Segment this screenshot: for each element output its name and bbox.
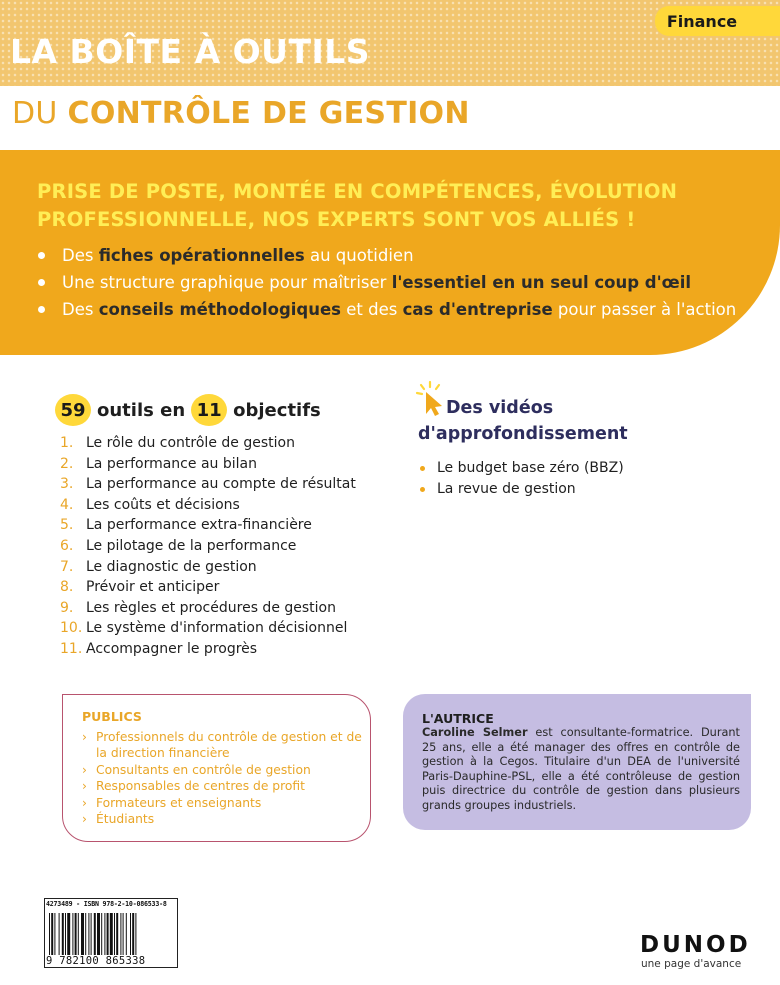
objective-item [60,577,356,598]
chevron-right-icon: › [82,812,87,827]
barcode-bar [116,913,118,955]
chevron-right-icon: › [82,730,87,744]
tools-heading-mid: outils en [97,399,186,421]
objective-label: La performance au bilan [86,455,257,472]
objective-item [60,639,356,660]
barcode-bar [85,913,86,955]
promo-bullet-emphasis: fiches opérationnelles [98,246,305,265]
tools-count-badge: 59 [55,394,91,426]
category-tag: Finance [655,6,755,36]
publics-title: PUBLICS [82,709,142,724]
objectives-list [60,433,356,660]
objective-item [60,536,356,557]
tools-heading-end: objectifs [233,399,321,421]
barcode-bar [49,913,50,955]
barcode-bar [75,913,77,955]
barcode-bar [110,913,113,955]
chevron-right-icon: › [82,762,87,777]
barcode-bar [135,913,136,955]
publics-list [82,729,372,827]
barcode-bar [67,913,70,955]
promo-bullet-text: Une structure graphique pour maîtriser [62,273,392,292]
barcode-bar [88,913,89,955]
objective-number: 3. [60,476,74,493]
publics-item [82,811,372,827]
publics-item [82,762,372,778]
promo-bullet-list [38,242,778,323]
publics-item-label: Professionnels du contrôle de gestion et de la direction financière [96,730,362,761]
publics-item-label: Étudiants [96,812,155,827]
title-main: CONTRÔLE DE GESTION [67,96,470,131]
objective-number: 4. [60,496,74,513]
objective-label: La performance extra-financière [86,517,312,534]
objective-label: Accompagner le progrès [86,640,258,657]
video-item: Le budget base zéro (BBZ) [420,458,624,479]
author-bio-text: est consultante-formatrice. Durant 25 ans, elle a été manager des offres en contrôle de gestion à la Cegos. Titulaire d'un DEA de l'université Paris-Dauphine-PSL, elle a été contrôleuse de gestion puis directrice du contrôle de gestion dans plusieurs grands groupes industriels. [422,726,740,812]
bullet-dot-icon [38,279,45,286]
objective-item [60,454,356,475]
barcode-bars [49,913,173,955]
barcode-digits: 9 782100 865338 [46,955,146,967]
objective-number: 5. [60,517,74,534]
objective-label: Les règles et procédures de gestion [86,599,336,616]
book-title-line2 [12,96,470,131]
objective-item [60,433,356,454]
promo-bullet-text: et des [340,300,403,319]
barcode-bar [101,913,102,955]
publisher-logo: DUNOD [640,932,751,958]
title-prefix: DU [12,96,58,131]
barcode-bar [59,913,60,955]
objective-label: Prévoir et anticiper [86,579,220,596]
barcode-bar [126,913,127,955]
promo-bullet-text: Des [62,300,99,319]
author-name: Caroline Selmer [422,726,528,739]
objective-number: 2. [60,455,74,472]
promo-bullet-text: au quotidien [304,246,414,265]
author-title: L'AUTRICE [422,711,494,726]
objective-item [60,598,356,619]
objective-item [60,474,356,495]
publics-item [82,729,372,762]
barcode-bar [91,913,92,955]
tools-heading [55,392,327,428]
objective-label: Le système d'information décisionnel [86,620,348,637]
book-title-line1: LA BOÎTE À OUTILS [10,32,371,71]
objective-number: 6. [60,537,74,554]
promo-bullet [38,269,778,296]
chevron-right-icon: › [82,795,87,810]
barcode-bar [123,913,124,955]
objective-number: 9. [60,599,74,616]
barcode-bar [97,913,100,955]
barcode-bar [78,913,79,955]
barcode-bar [51,913,53,955]
barcode-bar [72,913,73,955]
barcode-bar [94,913,96,955]
objective-number: 1. [60,435,74,451]
objectives-count-badge: 11 [191,394,227,426]
objective-label: Le pilotage de la performance [86,537,297,554]
video-item: La revue de gestion [420,479,624,500]
author-bio [422,726,740,813]
promo-bullet [38,296,778,323]
objective-number: 8. [60,579,74,596]
barcode-bar [132,913,134,955]
barcode-bar [130,913,131,955]
barcode-bar [81,913,84,955]
barcode-bar [107,913,109,955]
publics-item-label: Responsables de centres de profit [96,779,305,794]
barcode-bar [114,913,115,955]
promo-tagline: PRISE DE POSTE, MONTÉE EN COMPÉTENCES, ÉVOLUTION PROFESSIONNELLE, NOS EXPERTS SONT VOS ALLIÉS ! [37,180,678,231]
objective-number: 11. [60,640,83,657]
publisher-tagline: une page d'avance [641,958,742,970]
isbn-line: 4273489 - ISBN 978-2-10-086533-8 [46,900,167,908]
promo-bullet-emphasis: l'essentiel en un seul coup d'œil [391,273,692,292]
publics-item [82,795,372,811]
promo-bullet-emphasis: conseils méthodologiques [98,300,341,319]
videos-heading-line1: Des vidéos [446,398,554,418]
bullet-dot-icon [38,252,45,259]
objective-item [60,495,356,516]
promo-bullet-text: Des [62,246,99,265]
objective-number: 7. [60,558,74,575]
barcode-bar [65,913,66,955]
promo-bullet-emphasis: cas d'entreprise [402,300,553,319]
bullet-dot-icon [38,306,45,313]
objective-number: 10. [60,620,83,637]
videos-heading-line2: d'approfondissement [418,424,628,444]
publics-item-label: Formateurs et enseignants [96,795,262,810]
objective-label: Les coûts et décisions [86,496,240,513]
videos-heading [418,395,628,447]
videos-list [420,458,624,500]
publics-item-label: Consultants en contrôle de gestion [96,762,311,777]
objective-label: Le diagnostic de gestion [86,558,257,575]
promo-bullet [38,242,778,269]
objective-item [60,618,356,639]
objective-label: La performance au compte de résultat [86,476,356,493]
barcode-bar [62,913,64,955]
barcode-bar [54,913,55,955]
objective-item [60,515,356,536]
barcode-bar [120,913,121,955]
objective-item [60,557,356,578]
promo-bullet-text: pour passer à l'action [552,300,737,319]
chevron-right-icon: › [82,779,87,794]
barcode-bar [104,913,105,955]
publics-item [82,778,372,794]
objective-label: Le rôle du contrôle de gestion [86,435,295,451]
